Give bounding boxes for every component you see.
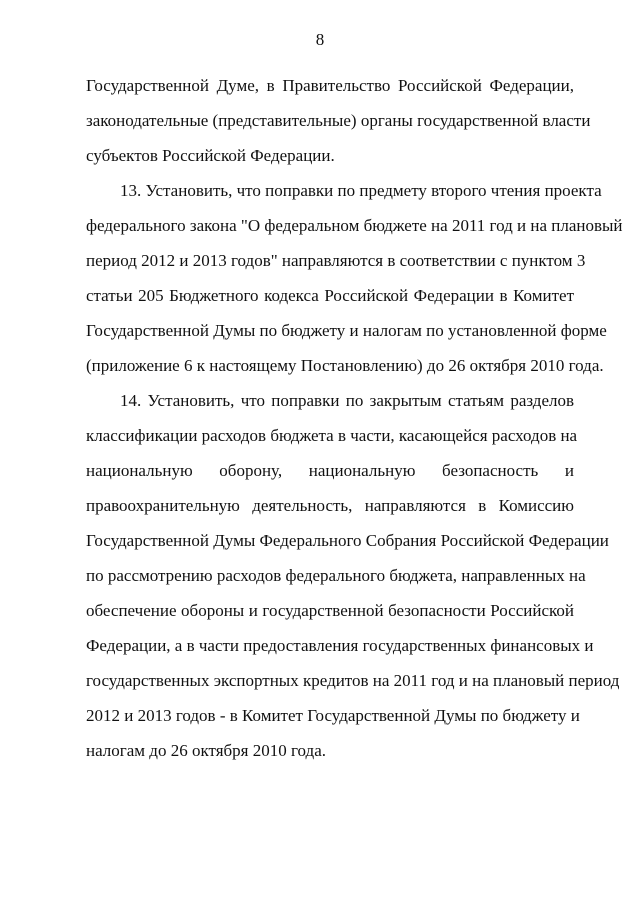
text-line: Федерации, а в части предоставления государственных финансовых и: [86, 636, 594, 655]
text-line: (приложение 6 к настоящему Постановлению) до 26 октября 2010 года.: [86, 356, 604, 375]
text-line: Государственной Думы Федерального Собрания Российской Федерации: [86, 531, 609, 550]
page-number: 8: [315, 30, 325, 49]
text-line: законодательные (представительные) органы государственной власти: [86, 111, 591, 130]
text-line: период 2012 и 2013 годов" направляются в соответствии с пунктом 3: [86, 251, 586, 270]
text-line: классификации расходов бюджета в части, касающейся расходов на: [86, 426, 578, 445]
text-line: по рассмотрению расходов федерального бюджета, направленных на: [86, 566, 586, 585]
text-line: статьи 205 Бюджетного кодекса Российской Федерации в Комитет: [86, 286, 574, 305]
text-line: 2012 и 2013 годов - в Комитет Государственной Думы по бюджету и: [86, 706, 580, 725]
text-line: налогам до 26 октября 2010 года.: [86, 741, 326, 760]
text-line: субъектов Российской Федерации.: [86, 146, 335, 165]
text-line: федерального закона "О федеральном бюджете на 2011 год и на плановый: [86, 216, 623, 235]
text-line: государственных экспортных кредитов на 2011 год и на плановый период: [86, 671, 620, 690]
text-line: национальную оборону, национальную безопасность и: [86, 461, 574, 480]
text-line: обеспечение обороны и государственной безопасности Российской: [86, 601, 574, 620]
text-line: Государственной Думы по бюджету и налогам по установленной форме: [86, 321, 607, 340]
text-line: 14. Установить, что поправки по закрытым статьям разделов: [120, 391, 574, 410]
text-line: 13. Установить, что поправки по предмету второго чтения проекта: [120, 181, 602, 200]
text-line: правоохранительную деятельность, направляются в Комиссию: [86, 496, 574, 515]
text-line: Государственной Думе, в Правительство Российской Федерации,: [86, 76, 574, 95]
